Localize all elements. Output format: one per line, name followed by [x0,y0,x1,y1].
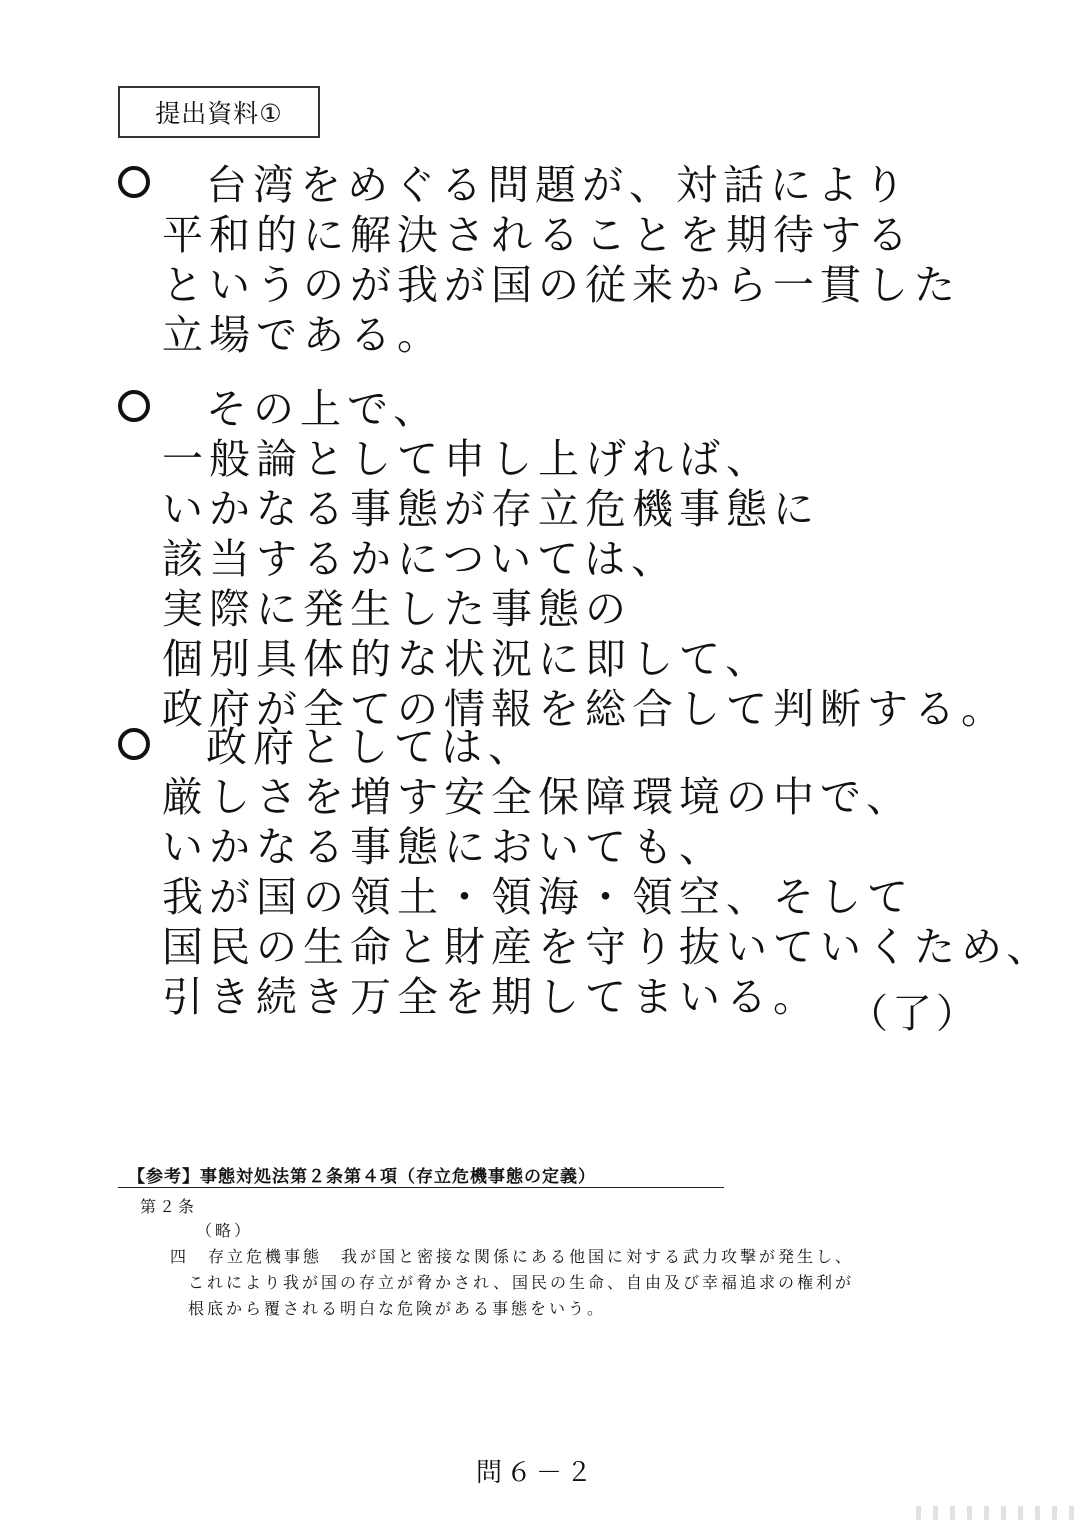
scan-artifact [916,1506,1074,1520]
statement-line: 該当するかについては、 [162,535,679,583]
statement-line: 実際に発生した事態の [162,585,632,633]
statement-line: その上で、 [206,385,441,433]
statement-line: 個別具体的な状況に即して、 [162,635,773,683]
reference-article: 第２条 [140,1197,198,1216]
circle-bullet-icon [118,166,150,198]
statement-line: 政府としては、 [206,723,535,771]
statement-line: 平和的に解決されることを期待する [162,211,914,259]
reference-divider [118,1187,724,1188]
statement-line: 厳しさを増す安全保障環境の中で、 [162,773,914,821]
statement-line: 我が国の領土・領海・領空、そして [162,873,914,921]
closing-mark: （了） [848,991,980,1037]
statement-line: いかなる事態においても、 [162,823,726,871]
statement-line: 台湾をめぐる問題が、対話により [206,161,911,209]
statement-line: というのが我が国の従来から一貫した [162,261,961,309]
reference-omitted: （略） [196,1221,254,1240]
reference-title: 【参考】事態対処法第２条第４項（存立危機事態の定義） [128,1167,596,1187]
circle-bullet-icon [118,728,150,760]
statement-line: 政府が全ての情報を総合して判断する。 [162,685,1008,733]
reference-item-line: 根底から覆される明白な危険がある事態をいう。 [188,1299,607,1318]
reference-item-line: これにより我が国の存立が脅かされ、国民の生命、自由及び幸福追求の権利が [188,1273,854,1292]
statement-line: 一般論として申し上げれば、 [162,435,773,483]
statement-line: 引き続き万全を期してまいる。 [162,973,820,1021]
page-number: 問６－２ [476,1458,597,1488]
statement-line: 国民の生命と財産を守り抜いていくため、 [162,923,1054,971]
reference-item-line: 四 存立危機事態 我が国と密接な関係にある他国に対する武力攻撃が発生し、 [170,1247,855,1266]
submission-label: 提出資料① [155,99,283,128]
statement-line: いかなる事態が存立危機事態に [162,485,820,533]
submission-label-box [118,86,320,138]
circle-bullet-icon [118,390,150,422]
statement-line: 立場である。 [162,311,444,359]
